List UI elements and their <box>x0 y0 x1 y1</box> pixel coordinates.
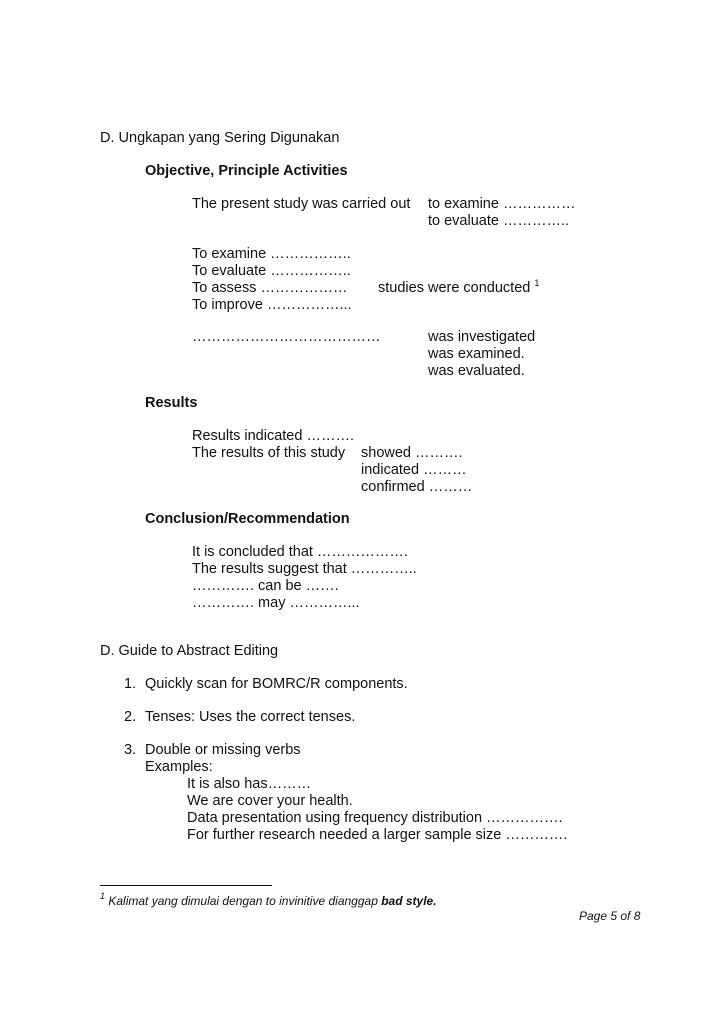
objective-line2-right: to evaluate ………….. <box>428 213 570 229</box>
footnote-separator <box>100 885 272 886</box>
footnote: $^1$ Kalimat yang dimulai dengan to invinitive dianggap bad style. <box>100 891 437 908</box>
objective-group3-right: was examined. <box>428 346 525 362</box>
objective-line1-right: to examine …………… <box>428 196 576 212</box>
list-item-text: Double or missing verbs <box>145 742 301 758</box>
example-line: It is also has……… <box>187 776 312 792</box>
objective-group2-line: To improve ……………... <box>192 297 352 313</box>
section-heading-guide: D. Guide to Abstract Editing <box>100 643 279 659</box>
list-item-text: Tenses: Uses the correct tenses. <box>145 709 356 725</box>
objective-line1-left: The present study was carried out <box>192 196 411 212</box>
objective-group2-line: To examine …………….. <box>192 246 351 262</box>
footnote-number: 1 <box>100 891 106 901</box>
objective-group2-line: To assess ……………… <box>192 280 348 296</box>
results-right: indicated ……… <box>361 462 467 478</box>
objective-heading: Objective, Principle Activities <box>145 163 348 179</box>
objective-group3-right: was investigated <box>428 329 536 345</box>
section-heading-ungkapan: D. Ungkapan yang Sering Digunakan <box>100 130 340 146</box>
list-item-text: Quickly scan for BOMRC/R components. <box>145 676 408 692</box>
results-line2-left: The results of this study <box>192 445 346 461</box>
example-line: For further research needed a larger sample size …………. <box>187 827 568 843</box>
list-item-number: 3. <box>124 742 137 758</box>
objective-group2-line: To evaluate …………….. <box>192 263 351 279</box>
footnote-bold: bad style. <box>381 894 437 908</box>
example-line: Data presentation using frequency distribution ……………. <box>187 810 563 826</box>
results-heading: Results <box>145 395 198 411</box>
results-line1: Results indicated ………. <box>192 428 354 444</box>
results-right: showed ………. <box>361 445 463 461</box>
page-number: Page 5 of 8 <box>579 909 641 923</box>
results-right: confirmed ……… <box>361 479 473 495</box>
list-item-number: 2. <box>124 709 137 725</box>
objective-group3-left: ………………………………… <box>192 329 381 345</box>
conclusion-line: …………. may …………... <box>192 595 360 611</box>
conclusion-line: …………. can be ……. <box>192 578 339 594</box>
conclusion-heading: Conclusion/Recommendation <box>145 511 350 527</box>
conclusion-line: The results suggest that ………….. <box>192 561 417 577</box>
conclusion-line: It is concluded that ………………. <box>192 544 408 560</box>
footnote-ref: 1 <box>534 278 540 288</box>
examples-label: Examples: <box>145 759 213 775</box>
list-item-number: 1. <box>124 676 137 692</box>
example-line: We are cover your health. <box>187 793 353 809</box>
objective-group3-right: was evaluated. <box>428 363 525 379</box>
objective-group2-right: studies were conducted $^1$ <box>378 278 540 296</box>
